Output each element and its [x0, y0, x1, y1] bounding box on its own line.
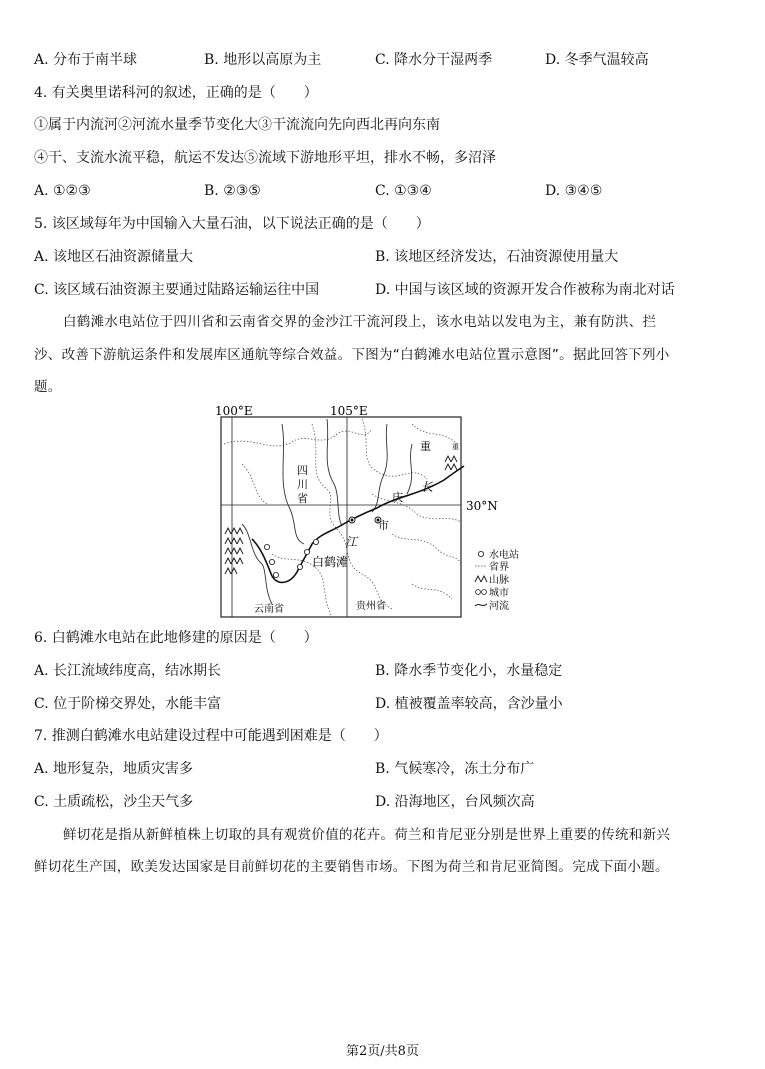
baihetan-intro-line-2: 沙、改善下游航运条件和发展库区通航等综合效益。下图为“白鹤滩水电站位置示意图”。据此回答下列小 [34, 347, 670, 363]
baihetan-intro-line-1: 白鹤滩水电站位于四川省和云南省交界的金沙江干流河段上，该水电站以发电为主，兼有防洪、拦 [63, 314, 657, 330]
baihetan-intro-line-3: 题。 [34, 379, 62, 395]
q3-option-b: B. 地形以高原为主 [204, 52, 322, 68]
hydropower-station-markers [264, 539, 318, 577]
q5-option-a: A. 该地区石油资源储量大 [34, 249, 194, 265]
q4-option-b: B. ②③⑤ [204, 183, 261, 199]
q4-statements-1: ①属于内流河②河流水量季节变化大③干流流向先向西北再向东南 [34, 117, 440, 133]
legend-city-label: 城市 [489, 588, 509, 599]
label-yunnan: 云南省 [254, 604, 284, 615]
q4-option-c: C. ①③④ [375, 183, 432, 199]
q4-option-a: A. ①②③ [34, 183, 91, 199]
q3-option-c: C. 降水分干湿两季 [375, 52, 493, 68]
baihetan-location-map [212, 404, 519, 620]
legend-mountain-label: 山脉 [489, 575, 509, 586]
q6-option-c: C. 位于阶梯交界处，水能丰富 [34, 696, 222, 712]
legend-boundary-label: 省界 [489, 562, 509, 573]
label-sichuan-2: 川 [297, 478, 308, 491]
legend-mountain-icon [475, 576, 487, 582]
q7-option-b: B. 气候寒冷，冻土分布广 [375, 761, 535, 777]
q7-option-a: A. 地形复杂，地质灾害多 [34, 761, 194, 777]
label-chongqing-1: 重 [420, 440, 431, 453]
q6-option-b: B. 降水季节变化小，水量稳定 [375, 663, 563, 679]
flowers-intro-line-2: 鲜切花生产国，欧美发达国家是目前鲜切花的主要销售市场。下图为荷兰和肯尼亚简图。完成下面小题。 [34, 859, 669, 875]
label-chongqing-small: 重 [452, 443, 459, 451]
label-sichuan-3: 省 [297, 492, 308, 505]
label-changjiang-chang: 长 [421, 480, 434, 494]
q3-option-d: D. 冬季气温较高 [545, 52, 649, 68]
label-guizhou: 贵州省 [356, 601, 386, 612]
q7-option-d: D. 沿海地区，台风频次高 [375, 794, 535, 810]
label-chongqing-2: 庆 [392, 491, 403, 504]
label-baihetan: 白鹤滩 [312, 555, 349, 569]
q6-option-d: D. 植被覆盖率较高，含沙量小 [375, 696, 563, 712]
legend-river-label: 河流 [489, 601, 509, 612]
page-footer: 第2页/共8页 [346, 1044, 419, 1059]
q5-option-d: D. 中国与该区域的资源开发合作被称为南北对话 [375, 282, 675, 298]
q5-stem: 5. 该区域每年为中国输入大量石油，以下说法正确的是（ ） [34, 216, 430, 232]
q6-option-a: A. 长江流域纬度高，结冰期长 [34, 663, 222, 679]
lat-label-30n: 30°N [466, 499, 498, 513]
label-chongqing-3: 市 [378, 519, 389, 532]
legend-station-label: 水电站 [489, 550, 519, 561]
q4-option-d: D. ③④⑤ [545, 183, 603, 199]
legend-station-icon [478, 551, 483, 556]
q4-statements-2: ④干、支流水流平稳，航运不发达⑤流域下游地形平坦，排水不畅，多沼泽 [34, 150, 496, 166]
legend-river-icon [475, 604, 487, 606]
lon-label-100e: 100°E [215, 404, 253, 418]
q3-option-a: A. 分布于南半球 [34, 52, 138, 68]
q5-option-b: B. 该地区经济发达，石油资源使用量大 [375, 249, 619, 265]
flowers-intro-line-1: 鲜切花是指从新鲜植株上切取的具有观赏价值的花卉。荷兰和肯尼亚分别是世界上重要的传统和新兴 [63, 827, 671, 843]
label-changjiang-jiang: 江 [345, 535, 358, 549]
tributary-rivers [242, 419, 412, 604]
q4-stem: 4. 有关奥里诺科河的叙述，正确的是（ ） [34, 85, 318, 101]
q7-stem: 7. 推测白鹤滩水电站建设过程中可能遇到困难是（ ） [34, 728, 388, 744]
q5-option-c: C. 该区域石油资源主要通过陆路运输运往中国 [34, 282, 320, 298]
map-legend [475, 548, 519, 612]
city-markers [349, 517, 381, 523]
legend-city-icon [476, 590, 481, 595]
lon-label-105e: 105°E [330, 404, 368, 418]
label-sichuan-1: 四 [297, 464, 308, 477]
q7-option-c: C. 土质疏松，沙尘天气多 [34, 794, 194, 810]
q6-stem: 6. 白鹤滩水电站在此地修建的原因是（ ） [34, 630, 318, 646]
